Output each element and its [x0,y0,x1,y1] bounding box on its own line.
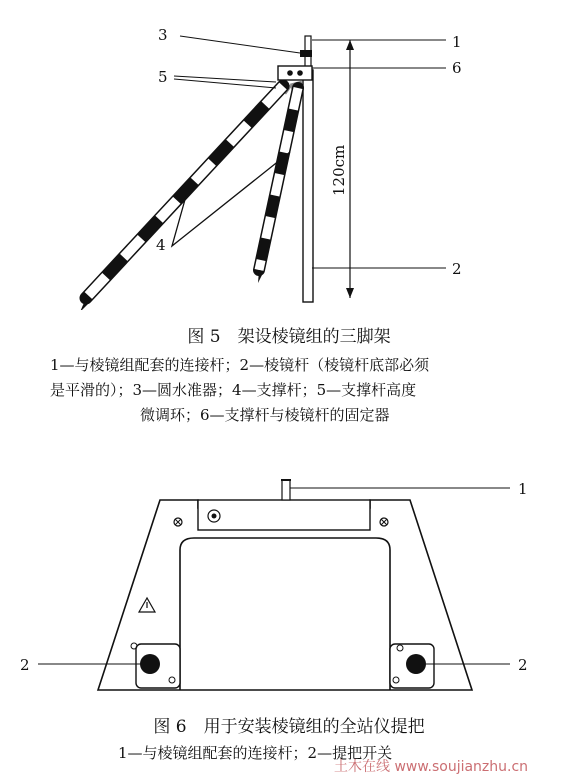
callout-1: 1 [518,480,528,498]
callout-2: 2 [452,260,462,278]
callout-2-right: 2 [518,656,528,674]
handle-figure [0,468,578,708]
legend-line: 微调环；6—支撑杆与棱镜杆的固定器 [140,406,390,424]
tripod-figure [0,0,578,310]
prism-pole [303,70,313,302]
callout-4: 4 [156,236,166,254]
support-leg-right [258,88,298,283]
watermark: 土木在线 www.soujianzhu.cn [334,759,529,775]
callout-5: 5 [158,68,168,86]
figure-6-caption: 图 6 用于安装棱镜组的全站仪提把 [153,717,425,737]
pole-fixer [278,66,312,80]
figure-6-legend: 1—与棱镜组配套的连接杆；2—提把开关 [118,744,393,762]
support-leg-left [80,86,283,310]
handle-switch-left [131,643,180,688]
callout-2-left: 2 [20,656,30,674]
legend-line: 是平滑的）；3—圆水准器；4—支撑杆；5—支撑杆高度 [50,381,417,399]
connecting-rod [282,480,290,500]
handle-top-bar [198,500,370,530]
callout-1: 1 [452,33,462,51]
figure-5-legend [50,353,550,428]
figure-5-caption: 图 5 架设棱镜组的三脚架 [187,327,391,347]
handle-switch-right [390,644,434,688]
circular-level [300,50,312,57]
callout-6: 6 [452,59,462,77]
dimension-label: 120cm [330,144,348,196]
legend-line: 1—与棱镜组配套的连接杆；2—棱镜杆（棱镜杆底部必须 [50,356,430,374]
callout-3: 3 [158,26,168,44]
